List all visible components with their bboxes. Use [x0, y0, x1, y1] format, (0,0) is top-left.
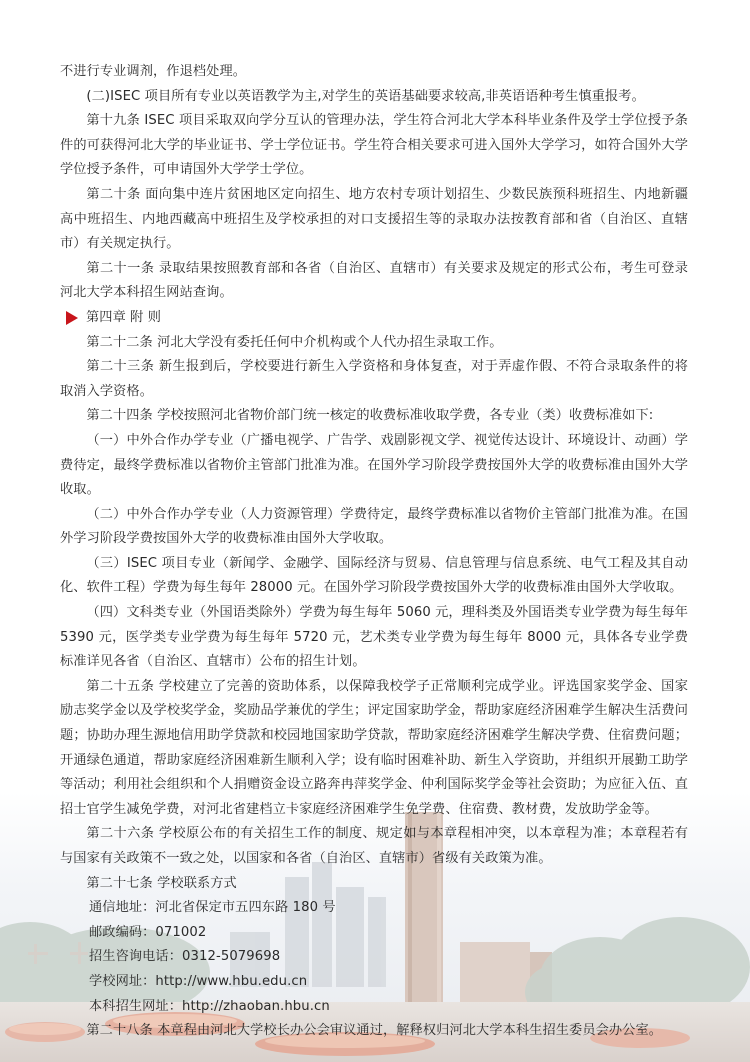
article-23: 第二十三条 新生报到后，学校要进行新生入学资格和身体复查，对于弄虚作假、不符合录取条件的将取消入学资格。 — [60, 359, 688, 399]
article-20: 第二十条 面向集中连片贫困地区定向招生、地方农村专项计划招生、少数民族预科班招生、内地新疆高中班招生、内地西藏高中班招生及学校承担的对口支援招生等的录取办法按教育部和省（自治区、直辖市）有关规定执行。 — [60, 186, 688, 252]
article-22: 第二十二条 河北大学没有委托任何中介机构或个人代办招生录取工作。 — [86, 334, 503, 350]
article-25: 第二十五条 学校建立了完善的资助体系，以保障我校学子正常顺利完成学业。评选国家奖学金、国家励志奖学金以及学校奖学金，奖励品学兼优的学生；评定国家助学金，帮助家庭经济困难学生解决生活费问题；协助办理生源地信用助学贷款和校园地国家助学贷款，帮助家庭经济困难学生解决学费、住宿费问题；开通绿色通道，帮助家庭经济困难新生顺利入学；设有临时困难补助、新生入学资助，并组织开展勤工助学等活动；利用社会组织和个人捐赠资金设立路奔冉萍奖学金、仲利国际奖学金等社会资助；为应征入伍、直招士官学生减免学费，对河北省建档立卡家庭经济困难学生免学费、住宿费、教材费，发放助学金等。 — [60, 678, 688, 817]
article-21: 第二十一条 录取结果按照教育部和各省（自治区、直辖市）有关要求及规定的形式公布，考生可登录河北大学本科招生网站查询。 — [60, 260, 688, 301]
contact-admissions-site[interactable]: 本科招生网址：http://zhaoban.hbu.cn — [89, 998, 330, 1014]
chapter-title: 第四章 附 则 — [86, 309, 162, 325]
triangle-bullet-icon — [66, 311, 78, 325]
article-19: 第十九条 ISEC 项目采取双向学分互认的管理办法，学生符合河北大学本科毕业条件及学士学位授予条件的可获得河北大学的毕业证书、学士学位证书。学生符合相关要求可进入国外大学学习，如符合国外大学学位授予条件，可申请国外大学学士学位。 — [60, 113, 688, 178]
charter-text — [60, 60, 688, 1044]
contact-website[interactable]: 学校网址：http://www.hbu.edu.cn — [89, 973, 308, 989]
contact-address: 通信地址：河北省保定市五四东路 180 号 — [89, 900, 336, 916]
article-28: 第二十八条 本章程由河北大学校长办公会审议通过，解释权归河北大学本科生招生委员会办公室。 — [86, 1023, 663, 1039]
fee-item-1: （一）中外合作办学专业（广播电视学、广告学、戏剧影视文学、视觉传达设计、环境设计、动画）学费待定，最终学费标准以省物价主管部门批准为准。在国外学习阶段学费按国外大学的收费标准由国外大学收取。 — [60, 432, 688, 498]
fee-item-3: （三）ISEC 项目专业（新闻学、金融学、国际经济与贸易、信息管理与信息系统、电气工程及其自动化、软件工程）学费为每生每年 28000 元。在国外学习阶段学费按国外大学的收费标准由国外大学收取。 — [60, 555, 688, 596]
article-27: 第二十七条 学校联系方式 — [86, 875, 237, 891]
article-26: 第二十六条 学校原公布的有关招生工作的制度、规定如与本章程相冲突，以本章程为准；本章程若有与国家有关政策不一致之处，以国家和各省（自治区、直辖市）省级有关政策为准。 — [60, 826, 688, 866]
contact-phone: 招生咨询电话：0312-5079698 — [89, 949, 281, 965]
article-24: 第二十四条 学校按照河北省物价部门统一核定的收费标准收取学费，各专业（类）收费标准如下: — [86, 408, 654, 424]
fee-item-4: （四）文科类专业（外国语类除外）学费为每生每年 5060 元，理科类及外国语类专业学费为每生每年 5390 元，医学类专业学费为每生每年 5720 元，艺术类专业学费为每生每年 8000 元，具体各专业学费标准详见各省（自治区、直辖市）公布的招生计划。 — [60, 605, 688, 670]
chapter-heading — [60, 306, 688, 331]
fee-item-2: （二）中外合作办学专业（人力资源管理）学费待定，最终学费标准以省物价主管部门批准为准。在国外学习阶段学费按国外大学的收费标准由国外大学收取。 — [60, 506, 688, 547]
contact-postcode: 邮政编码：071002 — [89, 924, 207, 940]
paragraph: (二)ISEC 项目所有专业以英语教学为主,对学生的英语基础要求较高,非英语语种考生慎重报考。 — [86, 88, 645, 104]
paragraph: 不进行专业调剂，作退档处理。 — [60, 64, 247, 79]
